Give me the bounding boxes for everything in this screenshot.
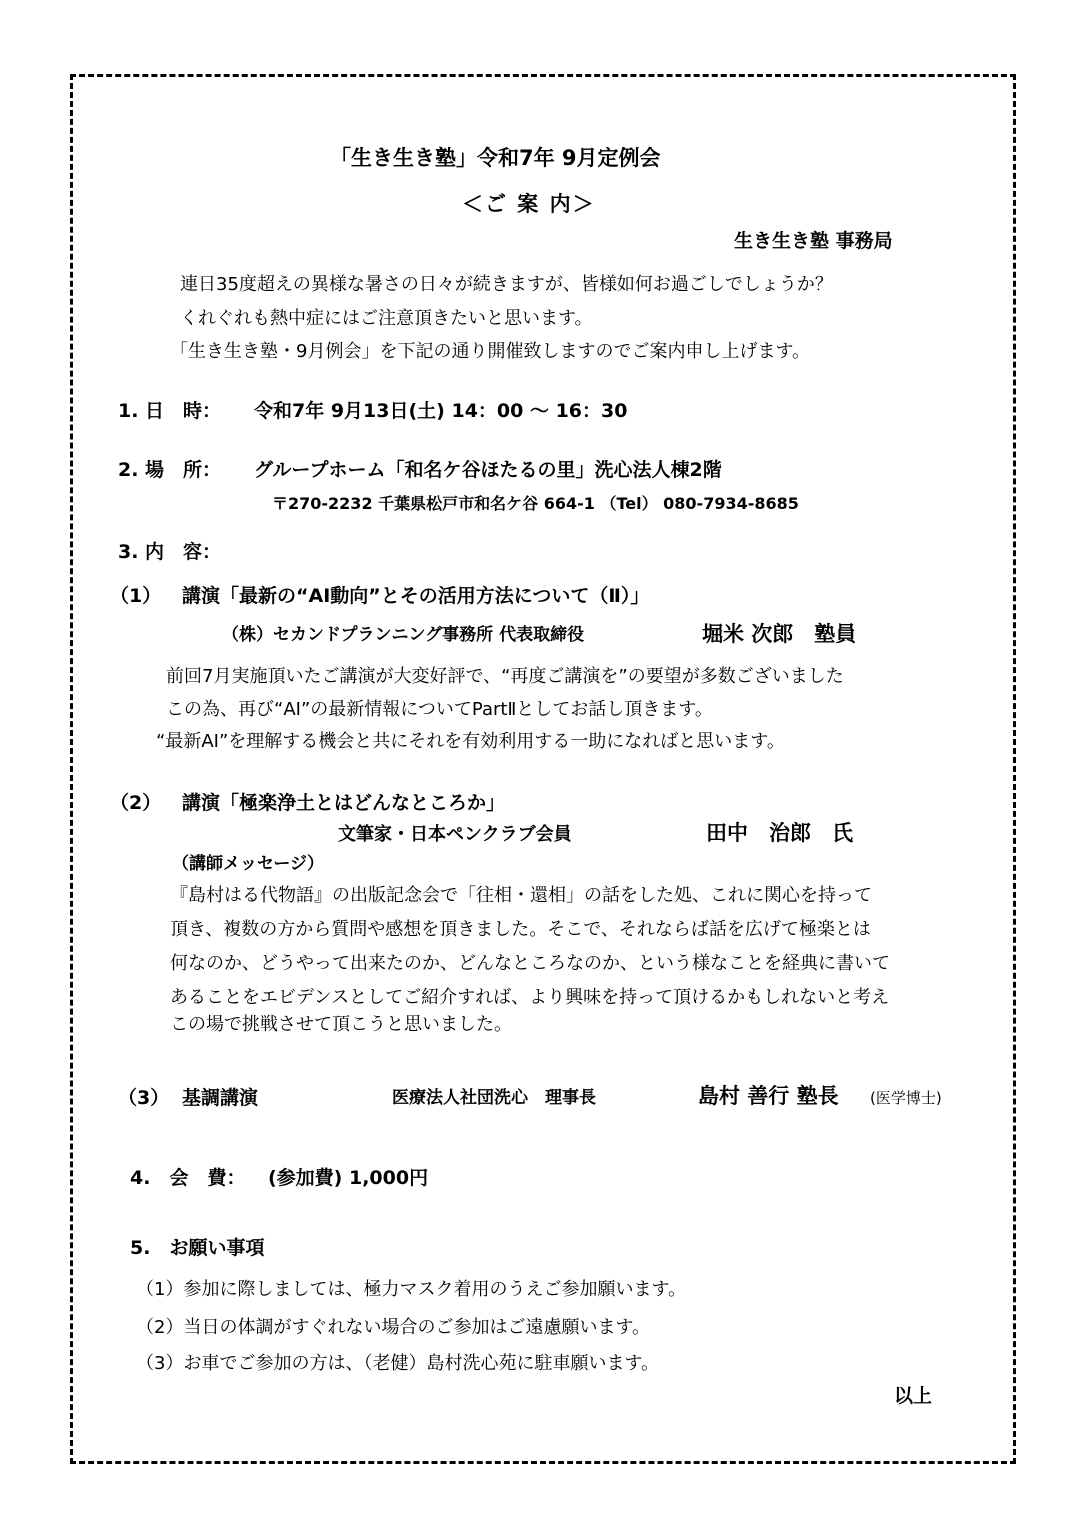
talk2-desc-4: あることをエビデンスとしてご紹介すれば、より興味を持って頂けるかもしれないと考え: [170, 987, 890, 1008]
talk1-desc-3: “最新AI”を理解する機会と共にそれを有効利用する一助になればと思います。: [156, 731, 785, 752]
item2-address: 〒270-2232 千葉県松戸市和名ケ谷 664-1 （Tel） 080-7934-8685: [272, 494, 799, 513]
talk2-message-label: （講師メッセージ）: [172, 854, 324, 874]
talk2-title: 講演「極楽浄土とはどんなところか」: [182, 792, 506, 814]
request-note-1: （1）参加に際しましては、極力マスク着用のうえご参加願います。: [136, 1279, 687, 1300]
organizer-name: 生き生き塾 事務局: [734, 230, 893, 252]
talk2-affiliation: 文筆家・日本ペンクラブ会員: [338, 824, 572, 845]
item1-label: 1. 日 時：: [118, 400, 222, 422]
page-subtitle: ＜ご 案 内＞: [462, 192, 596, 216]
talk2-speaker: 田中 治郎 氏: [706, 821, 853, 845]
talk2-number: （2）: [110, 792, 162, 814]
talk1-speaker: 堀米 次郎 塾員: [702, 622, 857, 646]
talk2-desc-5: この場で挑戦させて頂こうと思いました。: [170, 1014, 512, 1035]
talk3-speaker-title: (医学博士): [870, 1089, 942, 1107]
talk3-number: （3）: [118, 1087, 170, 1109]
item5-label: 5. お願い事項: [130, 1237, 265, 1259]
intro-line-1: 連日35度超えの異様な暑さの日々が続きますが、皆様如何お過ごしでしょうか？: [180, 274, 833, 295]
item4-label: 4. 会 費：: [130, 1167, 246, 1189]
talk1-affiliation: （株）セカンドプランニング事務所 代表取締役: [222, 625, 585, 645]
talk3-speaker: 島村 善行 塾長: [698, 1084, 839, 1108]
talk2-desc-2: 頂き、複数の方から質問や感想を頂きました。そこで、それならば話を広げて極楽とは: [170, 919, 871, 940]
item2-label: 2. 場 所：: [118, 459, 222, 481]
page-title: 「生き生き塾」令和7年 9月定例会: [330, 146, 661, 170]
talk2-desc-1: 『島村はる代物語』の出版記念会で「往相・還相」の話をした処、これに関心を持って: [170, 885, 872, 906]
item3-label: 3. 内 容：: [118, 541, 222, 563]
item2-venue: グループホーム「和名ケ谷ほたるの里」洗心法人棟2階: [254, 459, 722, 481]
talk1-title: 講演「最新の“AI動向”とその活用方法について（Ⅱ）」: [182, 585, 650, 607]
talk3-title: 基調講演: [182, 1087, 259, 1109]
talk1-desc-1: 前回7月実施頂いたご講演が大変好評で、“再度ご講演を”の要望が多数ございました: [166, 666, 844, 687]
talk1-number: （1）: [110, 585, 162, 607]
intro-line-3: 「生き生き塾・9月例会」を下記の通り開催致しますのでご案内申し上げます。: [170, 341, 811, 362]
request-note-3: （3）お車でご参加の方は、（老健）島村洗心苑に駐車願います。: [136, 1353, 660, 1374]
request-note-2: （2）当日の体調がすぐれない場合のご参加はご遠慮願います。: [136, 1317, 651, 1338]
closing-mark: 以上: [894, 1385, 933, 1407]
talk2-desc-3: 何なのか、どうやって出来たのか、どんなところなのか、という様なことを経典に書いて: [170, 953, 890, 974]
item4-fee: (参加費) 1,000円: [268, 1167, 429, 1189]
talk3-affiliation: 医療法人社団洗心 理事長: [392, 1088, 596, 1108]
item1-datetime: 令和7年 9月13日(土) 14：00 ～ 16：30: [254, 400, 628, 422]
talk1-desc-2: この為、再び“AI”の最新情報についてPartⅡとしてお話し頂きます。: [166, 699, 713, 720]
intro-line-2: くれぐれも熱中症にはご注意頂きたいと思います。: [180, 308, 593, 329]
